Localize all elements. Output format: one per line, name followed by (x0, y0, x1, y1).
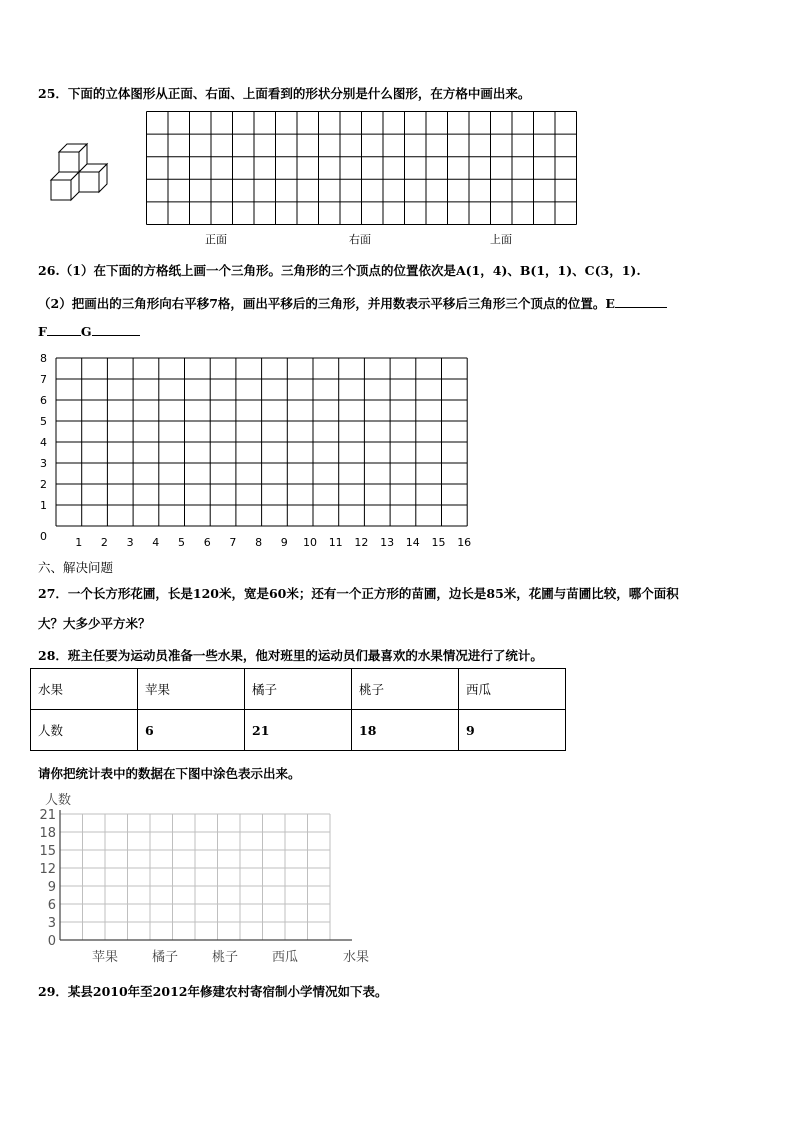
x-tick-label: 12 (354, 536, 369, 549)
table-cell: 18 (352, 710, 459, 751)
x-tick-label: 6 (203, 536, 211, 549)
y-tick-label: 3 (47, 916, 56, 931)
label-g: G (80, 324, 92, 339)
label-f: F (38, 324, 47, 339)
x-tick-label: 1 (75, 536, 83, 549)
y-tick-label: 7 (40, 373, 47, 386)
y-tick-label: 3 (40, 457, 47, 470)
y-tick-label: 2 (40, 478, 47, 491)
q25-drawing-grid[interactable] (146, 111, 578, 225)
coordinate-grid[interactable] (36, 352, 476, 552)
answer-blank-g[interactable] (92, 335, 140, 336)
answer-blank-e[interactable] (615, 307, 667, 308)
y-tick-label: 6 (40, 394, 47, 407)
table-cell: 水果 (31, 669, 138, 710)
x-tick-label: 7 (229, 536, 237, 549)
y-tick-label: 15 (39, 844, 56, 859)
y-tick-label: 12 (39, 862, 56, 877)
x-tick-label: 5 (178, 536, 185, 549)
x-tick-label: 橘子 (151, 950, 179, 965)
table-cell: 苹果 (138, 669, 245, 710)
x-tick-label: 14 (405, 536, 420, 549)
q28-instruction: 请你把统计表中的数据在下图中涂色表示出来。 (38, 766, 301, 781)
x-tick-label: 苹果 (91, 950, 119, 965)
q27-line1: 27．一个长方形花圃，长是120米，宽是60米；还有一个正方形的苗圃，边长是85米，花圃与苗圃比较，哪个面积 (38, 586, 679, 601)
section-title: 六、解决问题 (38, 560, 114, 575)
table-row (31, 669, 566, 710)
y-axis-title: 人数 (45, 793, 72, 808)
x-tick-label: 16 (457, 536, 472, 549)
fruit-bar-chart[interactable] (30, 788, 390, 968)
q26-part1: 26.（1）在下面的方格纸上画一个三角形。三角形的三个顶点的位置依次是A(1，4)、B(1，1)、C(3，1). (38, 263, 641, 278)
x-tick-label: 9 (280, 536, 288, 549)
q28-text: 28．班主任要为运动员准备一些水果，他对班里的运动员们最喜欢的水果情况进行了统计。 (38, 648, 543, 663)
x-tick-label: 2 (100, 536, 108, 549)
y-tick-label: 18 (39, 826, 56, 841)
q27-line2: 大？大多少平方米？ (38, 616, 151, 631)
table-row (31, 710, 566, 751)
q25-text: 25．下面的立体图形从正面、右面、上面看到的形状分别是什么图形，在方格中画出来。 (38, 86, 531, 101)
y-tick-label: 21 (39, 808, 56, 823)
table-cell: 桃子 (352, 669, 459, 710)
table-cell: 西瓜 (459, 669, 566, 710)
x-tick-label: 4 (152, 536, 160, 549)
label-front-view: 正面 (205, 233, 227, 246)
table-cell: 橘子 (245, 669, 352, 710)
q26-answer-line (38, 324, 140, 339)
table-cell: 6 (138, 710, 245, 751)
x-tick-label: 13 (380, 536, 395, 549)
x-tick-label: 桃子 (211, 950, 239, 965)
label-top-view: 上面 (490, 233, 512, 246)
x-tick-label: 11 (328, 536, 343, 549)
q26-part2 (38, 294, 667, 312)
y-tick-label: 8 (40, 352, 47, 365)
x-tick-label: 10 (303, 536, 317, 549)
y-tick-label: 5 (40, 415, 47, 428)
table-cell: 9 (459, 710, 566, 751)
x-tick-label: 15 (431, 536, 446, 549)
answer-blank-f[interactable] (47, 335, 81, 336)
x-axis-title: 水果 (342, 950, 370, 965)
fruit-table (30, 668, 566, 751)
y-tick-label: 4 (40, 436, 47, 449)
table-cell: 21 (245, 710, 352, 751)
x-tick-label: 3 (126, 536, 134, 549)
label-right-view: 右面 (349, 233, 371, 246)
cube-figure (45, 142, 115, 202)
q26-part2-text: （2）把画出的三角形向右平移7格，画出平移后的三角形，并用数表示平移后三角形三个顶点的位置。E (38, 296, 615, 311)
q29-text: 29．某县2010年至2012年修建农村寄宿制小学情况如下表。 (38, 984, 388, 999)
x-tick-label: 西瓜 (271, 950, 299, 965)
y-tick-label: 6 (47, 898, 56, 913)
table-cell: 人数 (31, 710, 138, 751)
y-tick-label: 0 (47, 934, 56, 949)
y-tick-label: 9 (47, 880, 56, 895)
y-tick-label: 0 (40, 530, 47, 543)
x-tick-label: 8 (255, 536, 263, 549)
y-tick-label: 1 (40, 499, 47, 512)
